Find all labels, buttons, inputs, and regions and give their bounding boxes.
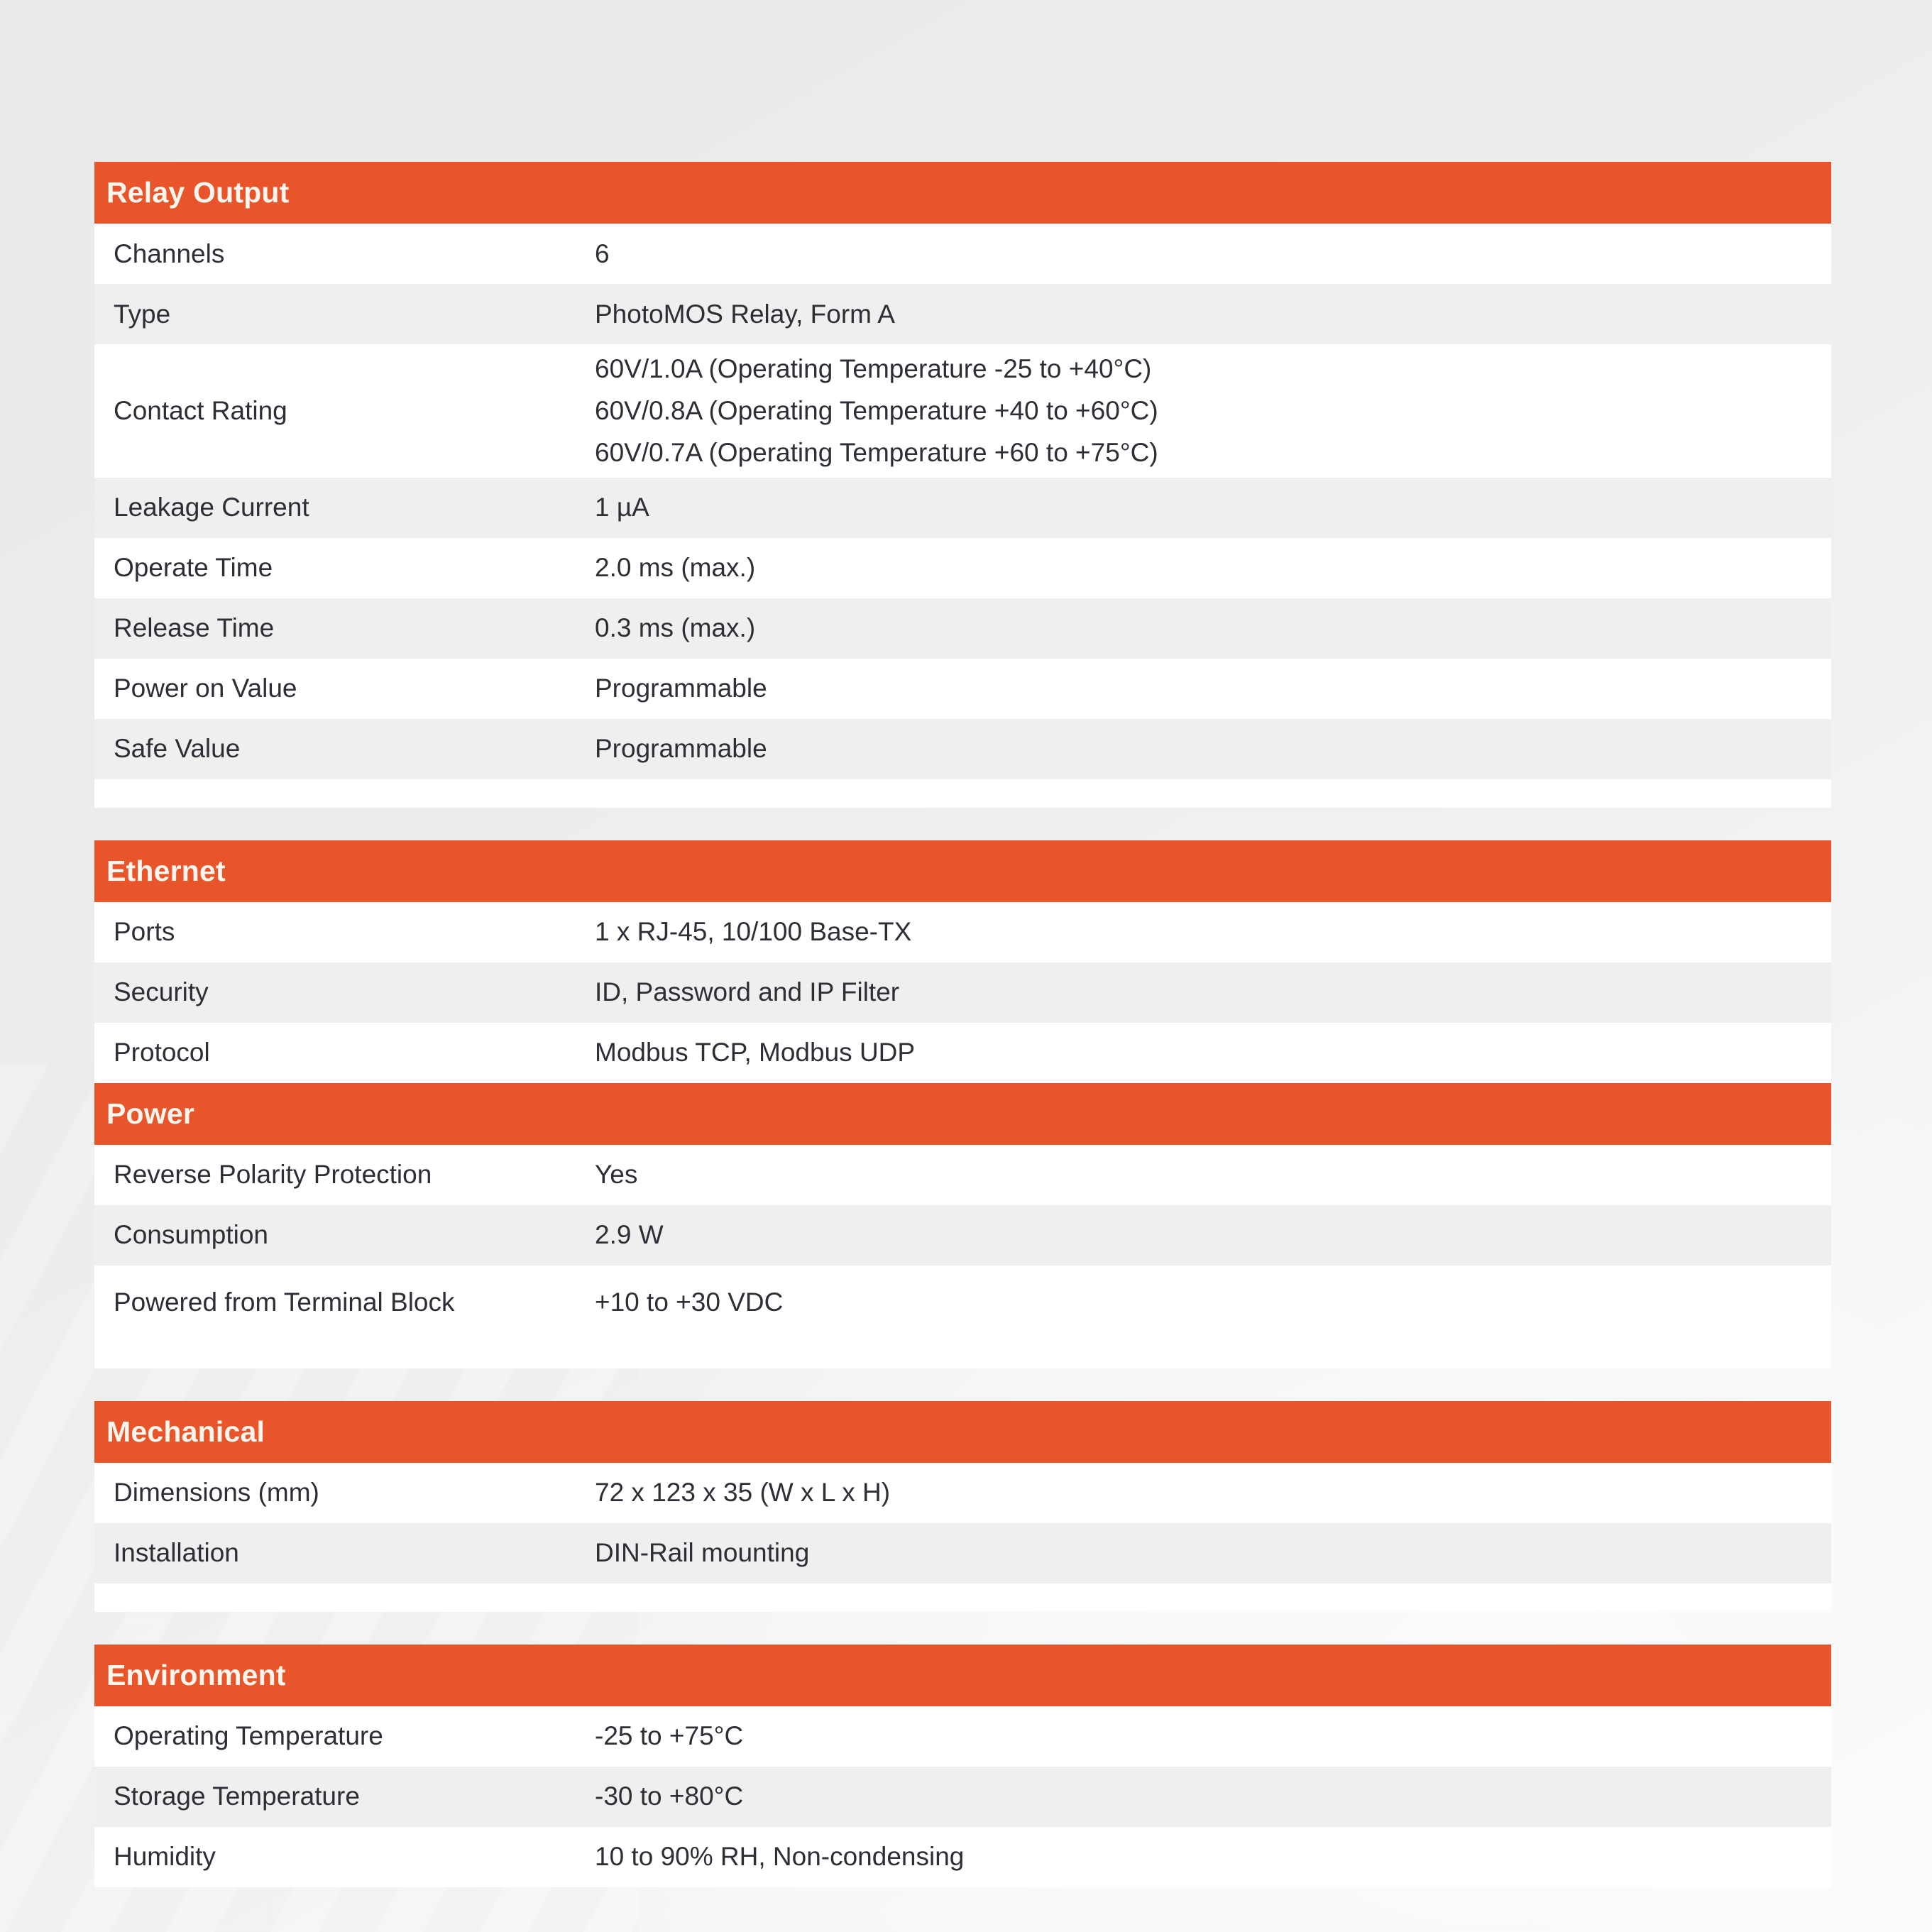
row-value	[595, 914, 1831, 950]
section-header-ethernet: Ethernet	[94, 840, 1831, 902]
row-value	[595, 1157, 1831, 1192]
row-label: Leakage Current	[114, 493, 309, 522]
section-gap	[94, 1368, 1831, 1401]
section-tail-strip	[94, 1340, 1831, 1368]
table-row	[94, 598, 1831, 659]
row-label: Storage Temperature	[114, 1782, 360, 1811]
row-label: Dimensions (mm)	[114, 1478, 319, 1508]
table-row	[94, 1706, 1831, 1767]
table-row	[94, 478, 1831, 538]
row-value-line: 60V/0.7A (Operating Temperature +60 to +75°C)	[595, 437, 1158, 467]
row-value	[595, 1779, 1831, 1814]
section-environment	[94, 1645, 1831, 1887]
row-label: Humidity	[114, 1842, 216, 1872]
table-row	[94, 284, 1831, 344]
row-label: Reverse Polarity Protection	[114, 1160, 432, 1190]
row-value	[595, 731, 1831, 767]
row-value-line: -25 to +75°C	[595, 1721, 744, 1751]
table-row	[94, 538, 1831, 598]
table-row	[94, 962, 1831, 1023]
row-value	[595, 1475, 1831, 1510]
section-tail-strip	[94, 779, 1831, 808]
table-row	[94, 1463, 1831, 1523]
table-row	[94, 1266, 1831, 1340]
section-gap	[94, 1612, 1831, 1645]
row-label: Power on Value	[114, 674, 297, 703]
table-row	[94, 1205, 1831, 1266]
section-rows-power	[94, 1145, 1831, 1368]
row-value	[595, 550, 1831, 586]
row-label: Powered from Terminal Block	[114, 1288, 455, 1317]
row-value-line: 60V/1.0A (Operating Temperature -25 to +40°C)	[595, 354, 1152, 383]
row-value-line: 6	[595, 238, 610, 268]
row-label: Channels	[114, 238, 225, 268]
row-value	[595, 351, 1831, 471]
table-row	[94, 1523, 1831, 1584]
row-value	[595, 1535, 1831, 1571]
specification-table	[94, 162, 1831, 1887]
row-value-line: PhotoMOS Relay, Form A	[595, 299, 895, 329]
table-row	[94, 1827, 1831, 1887]
row-value-line: 10 to 90% RH, Non-condensing	[595, 1842, 965, 1872]
table-row	[94, 659, 1831, 719]
row-value-line: Programmable	[595, 734, 767, 764]
row-value	[595, 1035, 1831, 1070]
section-header-environment: Environment	[94, 1645, 1831, 1706]
table-row	[94, 344, 1831, 478]
row-value-line: 60V/0.8A (Operating Temperature +40 to +60°C)	[595, 395, 1158, 425]
row-value	[595, 1217, 1831, 1253]
row-value-line: Programmable	[595, 674, 767, 703]
row-value-line: 0.3 ms (max.)	[595, 613, 756, 643]
table-row	[94, 1767, 1831, 1827]
row-value-line: -30 to +80°C	[595, 1782, 744, 1811]
table-row	[94, 1023, 1831, 1083]
row-value	[595, 671, 1831, 706]
row-value-line: DIN-Rail mounting	[595, 1538, 810, 1568]
row-value-line: 2.0 ms (max.)	[595, 553, 756, 583]
section-gap	[94, 808, 1831, 840]
row-value	[595, 975, 1831, 1010]
row-label: Consumption	[114, 1220, 269, 1250]
row-value	[595, 490, 1831, 525]
row-value	[595, 1839, 1831, 1875]
row-label: Security	[114, 977, 209, 1007]
row-value-line: 1 x RJ-45, 10/100 Base-TX	[595, 917, 912, 947]
section-ethernet	[94, 840, 1831, 1083]
row-value-line: +10 to +30 VDC	[595, 1288, 784, 1317]
table-row	[94, 224, 1831, 284]
section-relay-output	[94, 162, 1831, 808]
row-value-line: ID, Password and IP Filter	[595, 977, 900, 1007]
section-rows-ethernet	[94, 902, 1831, 1083]
row-label: Safe Value	[114, 734, 241, 764]
row-value	[595, 297, 1831, 332]
row-label: Type	[114, 299, 171, 329]
section-rows-mechanical	[94, 1463, 1831, 1612]
row-value	[595, 236, 1831, 272]
row-value-line: 1 µA	[595, 493, 649, 522]
section-tail-strip	[94, 1584, 1831, 1612]
section-rows-relay-output	[94, 224, 1831, 808]
row-value-line: 72 x 123 x 35 (W x L x H)	[595, 1478, 891, 1508]
row-label: Release Time	[114, 613, 275, 643]
row-value-line: Yes	[595, 1160, 638, 1190]
row-value-line: 2.9 W	[595, 1220, 664, 1250]
table-row	[94, 1145, 1831, 1205]
section-header-mechanical: Mechanical	[94, 1401, 1831, 1463]
row-label: Operate Time	[114, 553, 273, 583]
table-row	[94, 902, 1831, 962]
section-header-power: Power	[94, 1083, 1831, 1145]
section-rows-environment	[94, 1706, 1831, 1887]
row-label: Operating Temperature	[114, 1721, 383, 1751]
row-value-line: Modbus TCP, Modbus UDP	[595, 1038, 916, 1067]
section-power	[94, 1083, 1831, 1368]
row-label: Protocol	[114, 1038, 210, 1067]
row-label: Installation	[114, 1538, 239, 1568]
table-row	[94, 719, 1831, 779]
row-value	[595, 1718, 1831, 1754]
row-value	[595, 610, 1831, 646]
row-value	[595, 1285, 1831, 1320]
section-header-relay-output: Relay Output	[94, 162, 1831, 224]
section-mechanical	[94, 1401, 1831, 1612]
row-label: Ports	[114, 917, 175, 947]
row-label: Contact Rating	[114, 395, 287, 425]
